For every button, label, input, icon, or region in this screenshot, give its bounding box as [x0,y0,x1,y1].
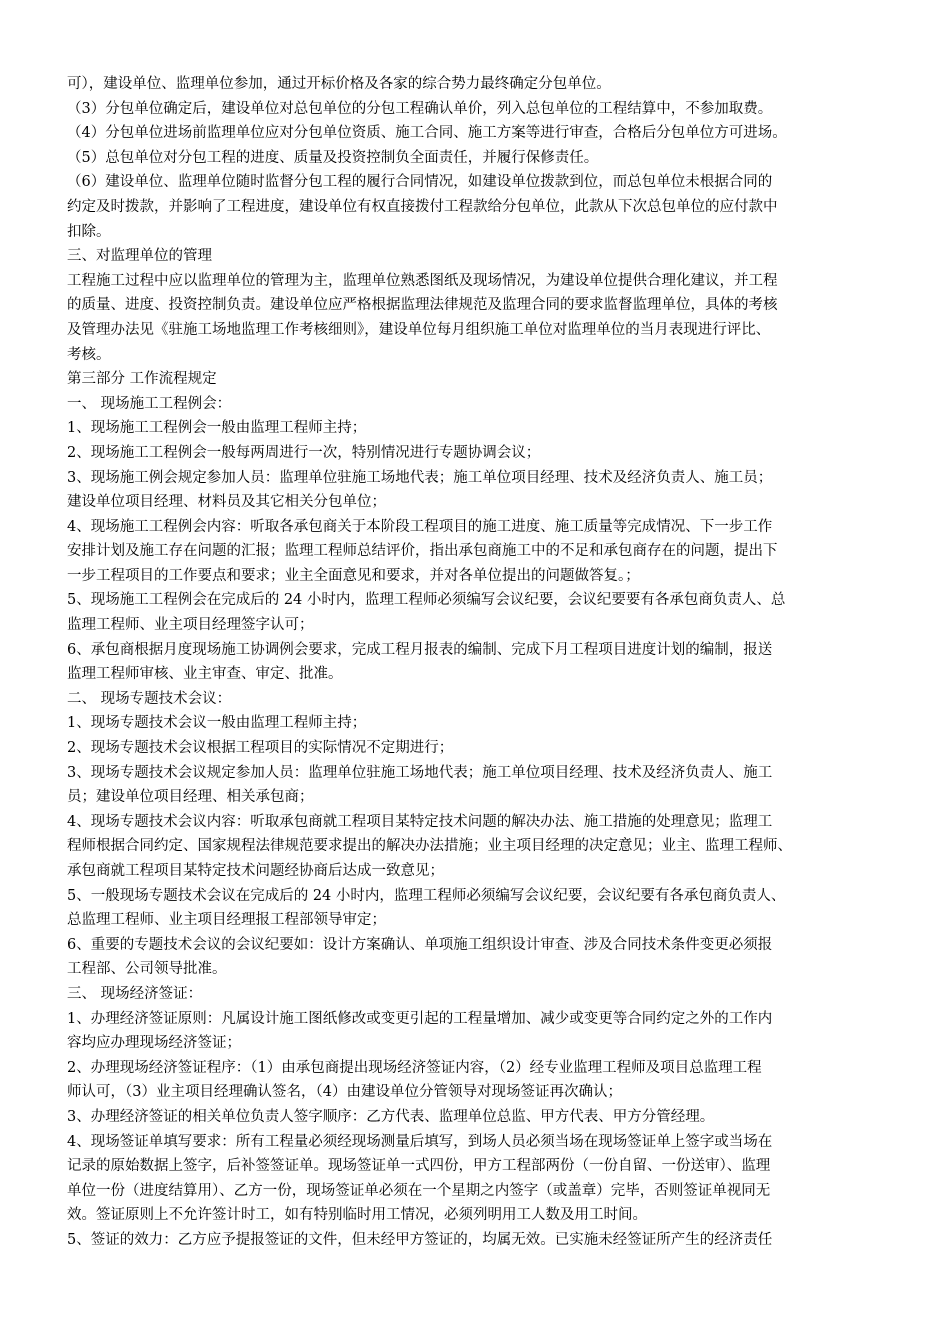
text-line: 2、现场施工工程例会一般每两周进行一次，特别情况进行专题协调会议； [67,444,541,461]
text-line: 5、现场施工工程例会在完成后的 24 小时内，监理工程师必须编写会议纪要，会议纪要要有各承包商负责人、总 [67,592,786,609]
text-line: 6、重要的专题技术会议的会议纪要如：设计方案确认、单项施工组织设计审查、涉及合同技术条件变更必须报 [67,936,773,953]
text-line: 6、承包商根据月度现场施工协调例会要求，完成工程月报表的编制、完成下月工程项目进度计划的编制，报送 [67,641,773,658]
text-line: 4、现场施工工程例会内容：听取各承包商关于本阶段工程项目的施工进度、施工质量等完成情况、下一步工作 [67,518,773,535]
text-line: 程师根据合同约定、国家规程法律规范要求提出的解决办法措施；业主项目经理的决定意见；业主、监理工程师、 [67,838,792,855]
text-line: 记录的原始数据上签字，后补签签证单。现场签证单一式四份，甲方工程部两份（一份自留、一份送审）、监理 [67,1158,771,1175]
text-line: 5、签证的效力：乙方应予提报签证的文件，但未经甲方签证的，均属无效。已实施未经签证所产生的经济责任 [67,1231,773,1248]
text-line: 1、现场施工工程例会一般由监理工程师主持； [67,420,367,437]
text-line: 考核。 [67,346,111,363]
text-line: 承包商就工程项目某特定技术问题经协商后达成一致意见； [67,863,444,879]
text-line: 建设单位项目经理、材料员及其它相关分包单位； [67,494,386,511]
text-line: 一步工程项目的工作要点和要求；业主全面意见和要求，并对各单位提出的问题做答复。； [67,567,640,584]
text-line: （5）总包单位对分包工程的进度、质量及投资控制负全面责任，并履行保修责任。 [67,149,599,166]
text-line: 工程施工过程中应以监理单位的管理为主，监理单位熟悉图纸及现场情况，为建设单位提供合理化建议，并工程 [67,272,778,289]
text-line: 3、办理经济签证的相关单位负责人签字顺序：乙方代表、监理单位总监、甲方代表、甲方分管经理。 [67,1108,715,1125]
text-line: 约定及时拨款，并影响了工程进度，建设单位有权直接拨付工程款给分包单位，此款从下次总包单位的应付款中 [67,198,778,215]
text-line: 第三部分 工作流程规定 [67,371,217,388]
text-line: 可），建设单位、监理单位参加，通过开标价格及各家的综合势力最终确定分包单位。 [67,76,611,92]
text-line: 5、一般现场专题技术会议在完成后的 24 小时内，监理工程师必须编写会议纪要，会议纪要有各承包商负责人、 [67,887,786,904]
text-line: 2、现场专题技术会议根据工程项目的实际情况不定期进行； [67,740,454,757]
text-line: （3）分包单位确定后，建设单位对总包单位的分包工程确认单价，列入总包单位的工程结算中，不参加取费。 [67,100,773,117]
text-line: 4、现场签证单填写要求：所有工程量必须经现场测量后填写，到场人员必须当场在现场签证单上签字或当场在 [67,1133,773,1150]
text-line: 1、现场专题技术会议一般由监理工程师主持； [67,715,367,732]
text-line: 师认可，（3）业主项目经理确认签名，（4）由建设单位分管领导对现场签证再次确认； [67,1084,622,1101]
text-line: 监理工程师审核、业主审查、审定、批准。 [67,666,343,683]
text-line: 容均应办理现场经济签证； [67,1035,241,1052]
text-line: 总监理工程师、业主项目经理报工程部领导审定； [67,912,386,929]
text-line: 扣除。 [67,223,111,240]
document-page [67,72,897,1253]
text-line: 1、办理经济签证原则：凡属设计施工图纸修改或变更引起的工程量增加、减少或变更等合同约定之外的工作内 [67,1010,773,1027]
text-line: 工程部、公司领导批准。 [67,961,227,978]
text-line: 三、 现场经济签证： [67,985,203,1002]
text-line: 监理工程师、业主项目经理签字认可； [67,617,314,634]
text-line: 单位一份（进度结算用）、乙方一份，现场签证单必须在一个星期之内签字（或盖章）完毕，否则签证单视同无 [67,1182,771,1199]
text-line: 4、现场专题技术会议内容：听取承包商就工程项目某特定技术问题的解决办法、施工措施的处理意见；监理工 [67,813,773,830]
text-line: 的质量、进度、投资控制负责。建设单位应严格根据监理法律规范及监理合同的要求监督监理单位，具体的考核 [67,297,778,314]
text-line: 2、办理现场经济签证程序：（1）由承包商提出现场经济签证内容，（2）经专业监理工程师及项目总监理工程 [67,1059,762,1076]
text-line: （4）分包单位进场前监理单位应对分包单位资质、施工合同、施工方案等进行审查，合格后分包单位方可进场。 [67,125,787,142]
text-line: 3、现场专题技术会议规定参加人员：监理单位驻施工场地代表；施工单位项目经理、技术及经济负责人、施工 [67,764,773,781]
text-line: 一、 现场施工工程例会： [67,395,232,412]
text-line: 三、对监理单位的管理 [67,248,212,265]
text-line: 安排计划及施工存在问题的汇报；监理工程师总结评价，指出承包商施工中的不足和承包商存在的问题，提出下 [67,543,778,560]
text-line: 二、 现场专题技术会议： [67,690,232,707]
text-line: 及管理办法见《驻施工场地监理工作考核细则》，建设单位每月组织施工单位对监理单位的当月表现进行评比、 [67,321,771,338]
text-line: （6）建设单位、监理单位随时监督分包工程的履行合同情况，如建设单位拨款到位，而总包单位未根据合同的 [67,174,773,191]
text-line: 员；建设单位项目经理、相关承包商； [67,789,314,806]
text-line: 效。签证原则上不允许签计时工，如有特别临时用工情况，必须列明用工人数及用工时间。 [67,1207,647,1224]
text-line: 3、现场施工例会规定参加人员：监理单位驻施工场地代表；施工单位项目经理、技术及经济负责人、施工员； [67,469,773,486]
